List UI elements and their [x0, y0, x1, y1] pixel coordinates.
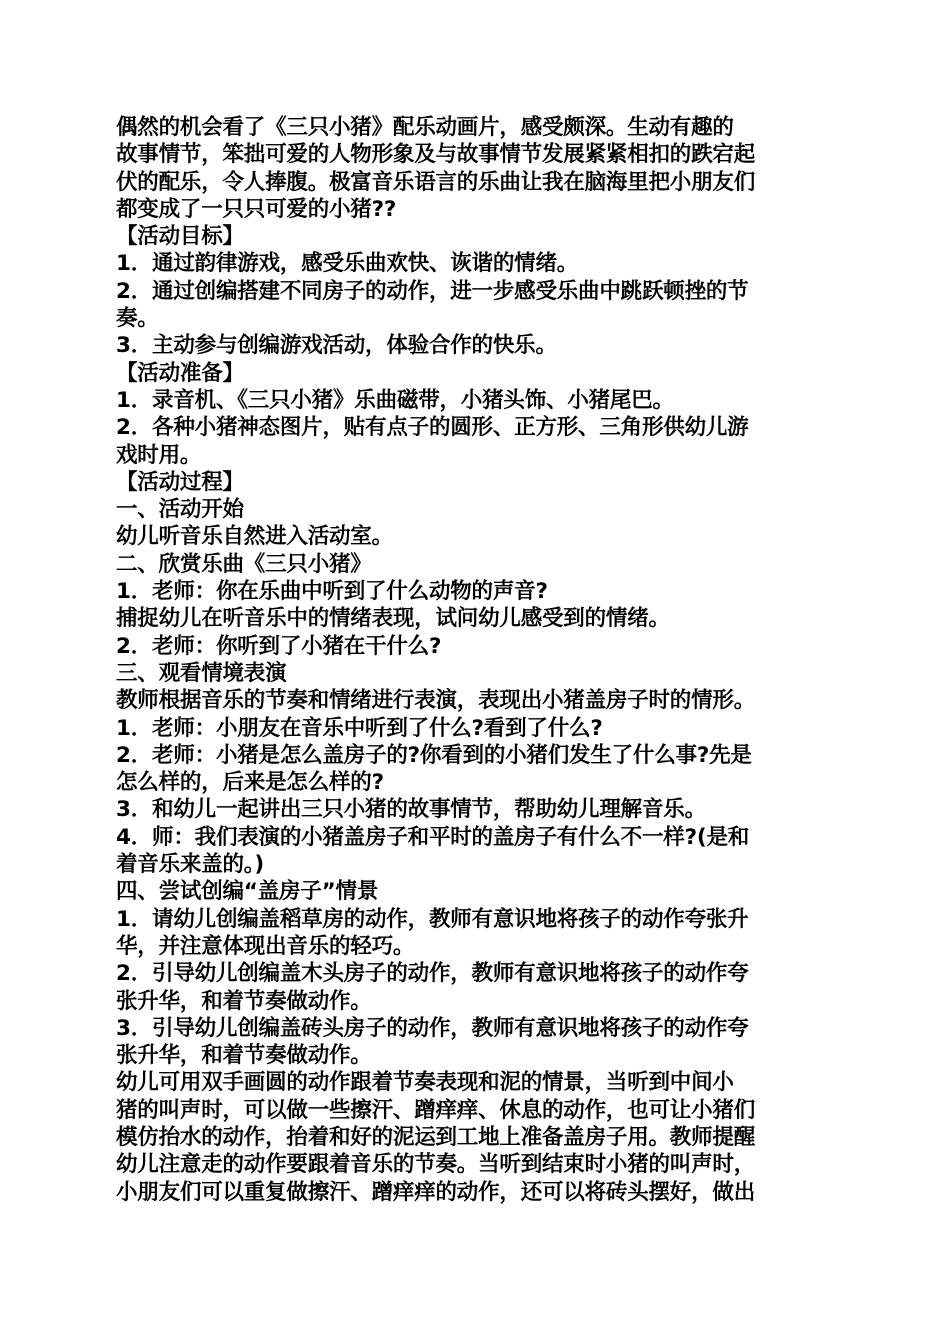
process-step-3-item-1: 1．老师：小朋友在音乐中听到了什么?看到了什么? [116, 715, 603, 741]
process-step-1-heading: 一、活动开始 [116, 497, 244, 523]
process-step-4-paragraph-line-1: 幼儿可用双手画圆的动作跟着节奏表现和泥的情景，当听到中间小 [116, 1070, 734, 1096]
process-step-2-note: 捕捉幼儿在听音乐中的情绪表现，试问幼儿感受到的情绪。 [116, 606, 670, 632]
process-step-2-heading: 二、欣赏乐曲《三只小猪》 [116, 551, 372, 577]
preparation-item-2: 2．各种小猪神态图片，贴有点子的圆形、正方形、三角形供幼儿游 [116, 415, 749, 441]
process-step-3-item-4: 4．师：我们表演的小猪盖房子和平时的盖房子有什么不一样?(是和 [116, 824, 750, 850]
section-heading-preparation: 【活动准备】 [116, 360, 244, 386]
intro-line-2: 故事情节，笨拙可爱的人物形象及与故事情节发展紧紧相扣的跌宕起 [116, 142, 756, 168]
goal-item-2-cont: 奏。 [116, 306, 159, 332]
process-step-4-heading: 四、尝试创编“盖房子”情景 [116, 879, 379, 905]
process-step-4-item-3-cont: 张升华，和着节奏做动作。 [116, 1043, 372, 1069]
process-step-4-item-1-cont: 华，并注意体现出音乐的轻巧。 [116, 933, 415, 959]
process-step-4-paragraph-line-5: 小朋友们可以重复做擦汗、蹭痒痒的动作，还可以将砖头摆好，做出 [116, 1179, 756, 1205]
intro-line-4: 都变成了一只只可爱的小猪?? [116, 196, 397, 222]
process-step-3-item-4-cont: 着音乐来盖的。) [116, 852, 264, 878]
process-step-4-paragraph-line-3: 模仿抬水的动作，抬着和好的泥运到工地上准备盖房子用。教师提醒 [116, 1124, 756, 1150]
preparation-item-1: 1．录音机、《三只小猪》乐曲磁带，小猪头饰、小猪尾巴。 [116, 387, 674, 413]
goal-item-1: 1．通过韵律游戏，感受乐曲欢快、诙谐的情绪。 [116, 251, 579, 277]
preparation-item-2-cont: 戏时用。 [116, 442, 202, 468]
process-step-2-item-1: 1．老师：你在乐曲中听到了什么动物的声音? [116, 579, 548, 605]
section-heading-goals: 【活动目标】 [116, 224, 244, 250]
goal-item-2: 2．通过创编搭建不同房子的动作，进一步感受乐曲中跳跃顿挫的节 [116, 278, 749, 304]
intro-line-1: 偶然的机会看了《三只小猪》配乐动画片，感受颇深。生动有趣的 [116, 115, 734, 140]
process-step-4-item-2: 2．引导幼儿创编盖木头房子的动作，教师有意识地将孩子的动作夸 [116, 961, 749, 987]
process-step-3-item-2-cont: 怎么样的，后来是怎么样的? [116, 770, 384, 796]
process-step-4-item-1: 1．请幼儿创编盖稻草房的动作，教师有意识地将孩子的动作夸张升 [116, 906, 749, 932]
goal-item-3: 3．主动参与创编游戏活动，体验合作的快乐。 [116, 333, 557, 359]
process-step-3-item-2: 2．老师：小猪是怎么盖房子的?你看到的小猪们发生了什么事?先是 [116, 742, 752, 768]
process-step-1-text: 幼儿听音乐自然进入活动室。 [116, 524, 393, 550]
process-step-4-item-3: 3．引导幼儿创编盖砖头房子的动作，教师有意识地将孩子的动作夸 [116, 1015, 749, 1041]
section-heading-process: 【活动过程】 [116, 469, 244, 495]
process-step-3-heading: 三、观看情境表演 [116, 660, 287, 686]
document-body [116, 114, 836, 1206]
process-step-4-item-2-cont: 张升华，和着节奏做动作。 [116, 988, 372, 1014]
process-step-4-paragraph-line-2: 猪的叫声时，可以做一些擦汗、蹭痒痒、休息的动作，也可让小猪们 [116, 1097, 756, 1123]
process-step-3-item-3: 3．和幼儿一起讲出三只小猪的故事情节，帮助幼儿理解音乐。 [116, 797, 706, 823]
intro-line-3: 伏的配乐，令人捧腹。极富音乐语言的乐曲让我在脑海里把小朋友们 [116, 169, 756, 195]
process-step-4-paragraph-line-4: 幼儿注意走的动作要跟着音乐的节奏。当听到结束时小猪的叫声时， [116, 1152, 756, 1178]
process-step-2-item-2: 2．老师：你听到了小猪在干什么? [116, 633, 442, 659]
process-step-3-text: 教师根据音乐的节奏和情绪进行表演，表现出小猪盖房子时的情形。 [116, 688, 756, 714]
